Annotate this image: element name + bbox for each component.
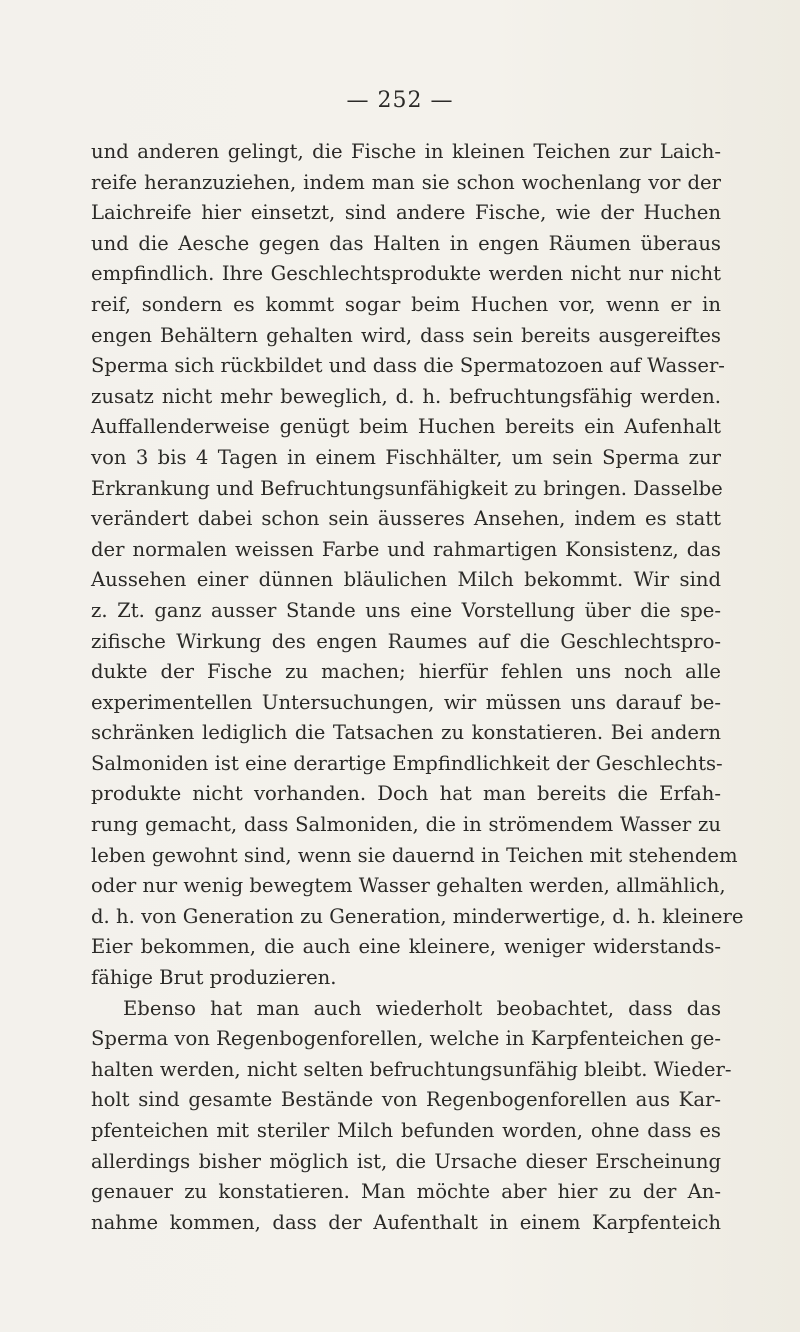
text-line: dukte der Fische zu machen; hierfür fehlen uns noch alle [91,660,721,684]
text-line: Sperma von Regenbogenforellen, welche in Karpfenteichen ge- [91,1027,721,1051]
text-line: der normalen weissen Farbe und rahmartigen Konsistenz, das [91,537,721,561]
text-line: schränken lediglich die Tatsachen zu konstatieren. Bei andern [91,721,721,745]
text-line: Auffallenderweise genügt beim Huchen bereits ein Aufenhalt [91,415,721,439]
text-line: oder nur wenig bewegtem Wasser gehalten werden, allmählich, [91,874,726,898]
text-line: holt sind gesamte Bestände von Regenbogenforellen aus Kar- [91,1088,721,1112]
text-line: und die Aesche gegen das Halten in engen Räumen überaus [91,231,721,255]
text-line: Eier bekommen, die auch eine kleinere, weniger widerstands- [91,935,721,959]
text-line: produkte nicht vorhanden. Doch hat man bereits die Erfah- [91,782,721,806]
page-number: — 252 — [346,88,454,113]
text-line: experimentellen Untersuchungen, wir müssen uns darauf be- [91,690,721,714]
text-line-paragraph-start: Ebenso hat man auch wiederholt beobachtet, dass das [123,996,721,1020]
text-line: genauer zu konstatieren. Man möchte aber hier zu der An- [91,1180,721,1204]
text-line: Aussehen einer dünnen bläulichen Milch bekommt. Wir sind [91,568,721,592]
text-line: allerdings bisher möglich ist, die Ursache dieser Erscheinung [91,1149,721,1173]
text-line: von 3 bis 4 Tagen in einem Fischhälter, um sein Sperma zur [91,445,721,469]
text-line: Erkrankung und Befruchtungsunfähigkeit zu bringen. Dasselbe [91,476,723,500]
text-line: Salmoniden ist eine derartige Empfindlichkeit der Geschlechts- [91,751,723,775]
text-line: Sperma sich rückbildet und dass die Spermatozoen auf Wasser- [91,354,725,378]
text-line: halten werden, nicht selten befruchtungsunfähig bleibt. Wieder- [91,1057,732,1081]
text-line: nahme kommen, dass der Aufenthalt in einem Karpfenteich [91,1210,721,1234]
text-line: d. h. von Generation zu Generation, minderwertige, d. h. kleinere [91,904,744,928]
text-line: reif, sondern es kommt sogar beim Huchen vor, wenn er in [91,292,721,316]
text-line: engen Behältern gehalten wird, dass sein bereits ausgereiftes [91,323,721,347]
text-line: Laichreife hier einsetzt, sind andere Fische, wie der Huchen [91,201,721,225]
text-line: reife heranzuziehen, indem man sie schon wochenlang vor der [91,170,721,194]
text-line-paragraph-end: fähige Brut produzieren. [91,966,337,990]
text-line: zusatz nicht mehr beweglich, d. h. befruchtungsfähig werden. [91,384,721,408]
body-text [91,137,744,1238]
text-line: z. Zt. ganz ausser Stande uns eine Vorstellung über die spe- [91,598,721,622]
text-line: pfenteichen mit steriler Milch befunden worden, ohne dass es [91,1119,721,1142]
text-line: leben gewohnt sind, wenn sie dauernd in Teichen mit stehendem [91,843,738,867]
text-line: und anderen gelingt, die Fische in kleinen Teichen zur Laich- [91,140,721,163]
text-line: empfindlich. Ihre Geschlechtsprodukte werden nicht nur nicht [91,262,721,286]
text-line: verändert dabei schon sein äusseres Ansehen, indem es statt [91,507,721,531]
text-line: zifische Wirkung des engen Raumes auf die Geschlechtspro- [91,629,721,653]
text-line: rung gemacht, dass Salmoniden, die in strömendem Wasser zu [91,813,721,837]
